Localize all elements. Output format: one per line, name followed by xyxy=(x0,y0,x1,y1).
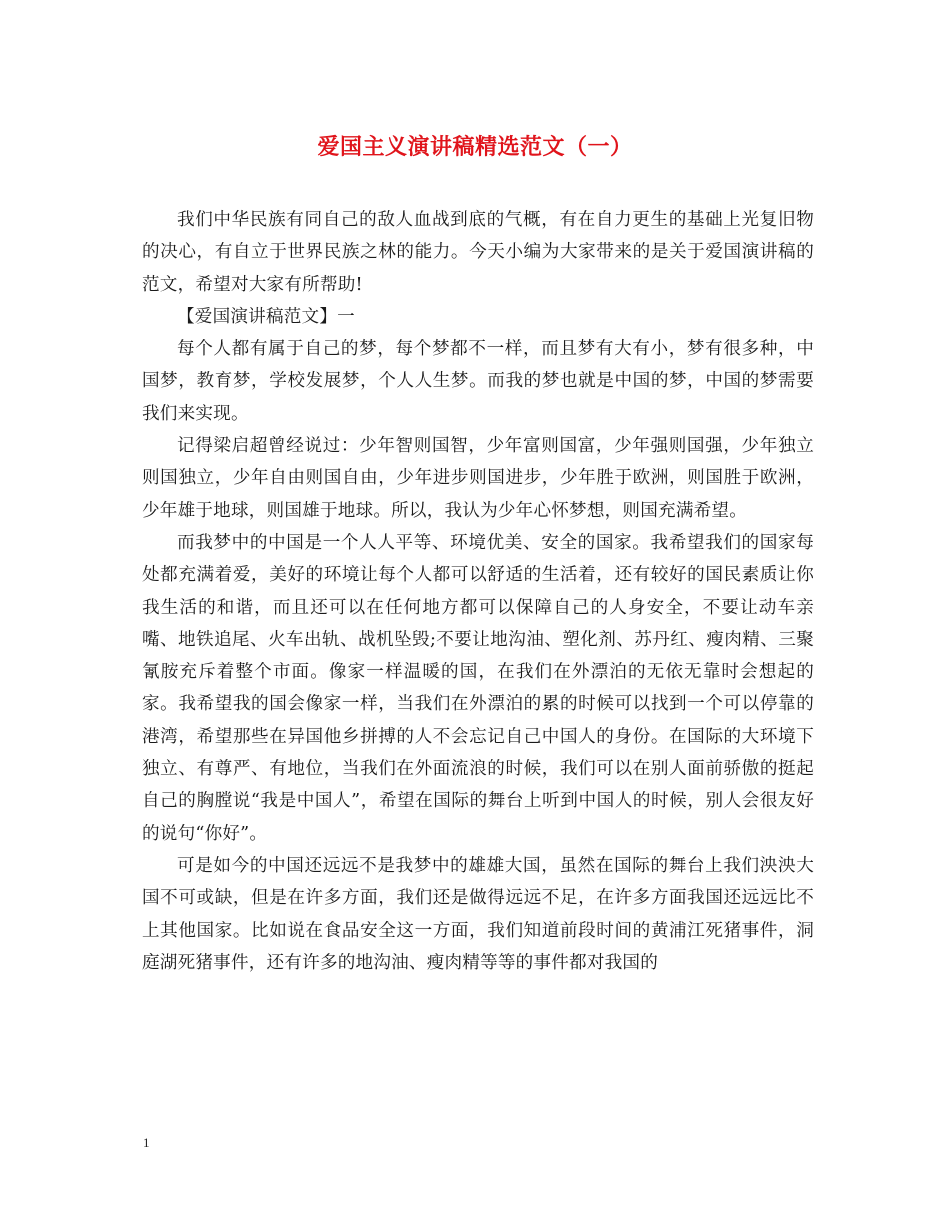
paragraph-reality: 可是如今的中国还远远不是我梦中的雄雄大国，虽然在国际的舞台上我们泱泱大国不可或缺，但是在许多方面，我们还是做得远远不足，在许多方面我国还远远比不上其他国家。比如说在食品安全这一方面，我们知道前段时间的黄浦江死猪事件，洞庭湖死猪事件，还有许多的地沟油、瘦肉精等等的事件都对我国的 xyxy=(142,855,814,973)
paragraph-section-heading: 【爱国演讲稿范文】一 xyxy=(177,306,355,327)
paragraph-intro: 我们中华民族有同自己的敌人血战到底的气概，有在自力更生的基础上光复旧物的决心，有自立于世界民族之林的能力。今天小编为大家带来的是关于爱国演讲稿的范文，希望对大家有所帮助! xyxy=(142,210,814,295)
document-body xyxy=(142,204,814,979)
paragraph-dream: 每个人都有属于自己的梦，每个梦都不一样，而且梦有大有小，梦有很多种，中国梦，教育梦，学校发展梦，个人人生梦。而我的梦也就是中国的梦，中国的梦需要我们来实现。 xyxy=(142,339,814,424)
paragraph-liang-qichao-quote: 记得梁启超曾经说过：少年智则国智，少年富则国富，少年强则国强，少年独立则国独立，少年自由则国自由，少年进步则国进步，少年胜于欧洲，则国胜于欧洲，少年雄于地球，则国雄于地球。所以，我认为少年心怀梦想，则国充满希望。 xyxy=(142,436,814,521)
page-title: 爱国主义演讲稿精选范文（一） xyxy=(317,134,633,160)
paragraph-dream-china: 而我梦中的中国是一个人人平等、环境优美、安全的国家。我希望我们的国家每处都充满着爱，美好的环境让每个人都可以舒适的生活着，还有较好的国民素质让你我生活的和谐，而且还可以在任何地方都可以保障自己的人身安全，不要让动车亲嘴、地铁追尾、火车出轨、战机坠毁;不要让地沟油、塑化剂、苏丹红、瘦肉精、三聚氰胺充斥着整个市面。像家一样温暖的国，在我们在外漂泊的无依无靠时会想起的家。我希望我的国会像家一样，当我们在外漂泊的累的时候可以找到一个可以停靠的港湾，希望那些在异国他乡拼搏的人不会忘记自己中国人的身份。在国际的大环境下独立、有尊严、有地位，当我们在外面流浪的时候，我们可以在别人面前骄傲的挺起自己的胸膛说“我是中国人”，希望在国际的舞台上听到中国人的时候，别人会很友好的说句“你好”。 xyxy=(142,532,814,844)
page-number: 1 xyxy=(143,1135,150,1150)
